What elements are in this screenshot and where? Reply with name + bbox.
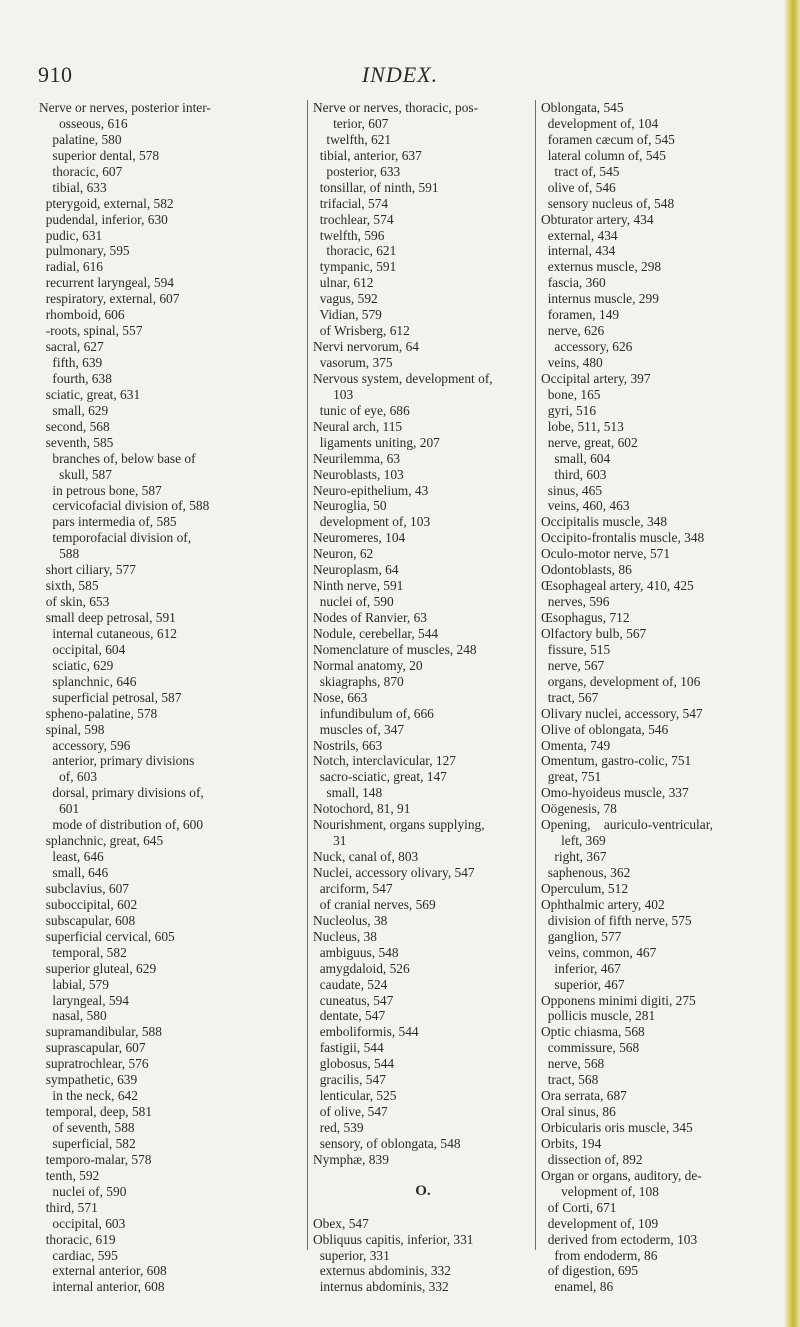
index-entry: nerve, 567: [541, 657, 605, 673]
index-entry: spheno-palatine, 578: [39, 705, 158, 721]
index-column-1: [39, 100, 307, 1295]
index-entry: external anterior, 608: [39, 1263, 167, 1279]
index-entry: pterygoid, external, 582: [39, 195, 174, 211]
index-entry: pollicis muscle, 281: [541, 1008, 656, 1024]
index-entry: recurrent laryngeal, 594: [39, 275, 174, 291]
index-entry: accessory, 596: [39, 737, 131, 753]
index-entry: great, 751: [541, 769, 602, 785]
index-entry: gyri, 516: [541, 402, 597, 418]
index-entry: Ophthalmic artery, 402: [541, 896, 665, 912]
section-letter: O.: [415, 1182, 431, 1199]
index-entry: superior, 467: [541, 976, 625, 992]
index-entry: nerve, great, 602: [541, 434, 638, 450]
index-entry: ulnar, 612: [313, 275, 374, 291]
index-entry: of olive, 547: [313, 1104, 388, 1120]
index-entry: least, 646: [39, 849, 104, 865]
index-entry: mode of distribution of, 600: [39, 817, 204, 833]
index-entry: short ciliary, 577: [39, 562, 136, 578]
index-entry: Nucleus, 38: [313, 928, 377, 944]
index-entry: of Wrisberg, 612: [313, 323, 410, 339]
index-entry: pulmonary, 595: [39, 243, 130, 259]
index-entry: ambiguus, 548: [313, 944, 399, 960]
index-entry: Optic chiasma, 568: [541, 1024, 645, 1040]
index-entry: pudendal, inferior, 630: [39, 211, 168, 227]
index-entry: 601: [39, 801, 80, 817]
index-entry: Notch, interclavicular, 127: [313, 753, 456, 769]
index-entry: veins, 480: [541, 355, 603, 370]
index-entry: Opponens minimi digiti, 275: [541, 992, 696, 1008]
index-entry: -roots, spinal, 557: [39, 323, 143, 339]
index-entry: Nerve or nerves, posterior inter-: [39, 100, 211, 115]
index-entry: subclavius, 607: [39, 880, 130, 896]
index-entry: Œsophageal artery, 410, 425: [541, 578, 694, 594]
index-entry: organs, development of, 106: [541, 673, 701, 689]
index-entry: internus abdominis, 332: [313, 1279, 449, 1295]
index-entry: internal, 434: [541, 243, 616, 259]
index-entry: supratrochlear, 576: [39, 1056, 149, 1072]
index-entry: Vidian, 579: [313, 307, 382, 323]
index-entry: accessory, 626: [541, 339, 633, 355]
index-entry: Nostrils, 663: [313, 737, 383, 753]
page-header: [0, 62, 800, 92]
index-entry: temporal, 582: [39, 944, 127, 960]
index-entry: of digestion, 695: [541, 1263, 639, 1279]
index-entry: lenticular, 525: [313, 1088, 397, 1104]
index-entry: small, 629: [39, 402, 109, 418]
index-entry: dissection of, 892: [541, 1151, 643, 1167]
index-entry: branches of, below base of: [39, 450, 196, 466]
index-entry: in petrous bone, 587: [39, 482, 162, 498]
index-entry: Oculo-motor nerve, 571: [541, 546, 671, 562]
index-entry: third, 571: [39, 1199, 98, 1215]
index-entry: dentate, 547: [313, 1008, 386, 1024]
index-entry: Omo-hyoideus muscle, 337: [541, 785, 689, 801]
index-entry: in the neck, 642: [39, 1088, 138, 1104]
index-entry: tibial, 633: [39, 179, 107, 195]
index-entry: trochlear, 574: [313, 211, 394, 227]
index-entry: Nuck, canal of, 803: [313, 849, 419, 865]
index-entry: veins, 460, 463: [541, 498, 630, 514]
index-entry: division of fifth nerve, 575: [541, 912, 692, 928]
index-entry: seventh, 585: [39, 434, 114, 450]
index-entry: spinal, 598: [39, 721, 105, 737]
index-entry: commissure, 568: [541, 1040, 640, 1056]
index-entry: Nose, 663: [313, 689, 368, 705]
index-entry: cuneatus, 547: [313, 992, 394, 1008]
index-entry: 103: [313, 386, 354, 402]
index-entry: Nomenclature of muscles, 248: [313, 641, 477, 657]
index-entry: veins, common, 467: [541, 944, 657, 960]
index-entry: Nucleolus, 38: [313, 912, 388, 928]
index-entry: bone, 165: [541, 386, 601, 402]
index-entry: Orbits, 194: [541, 1135, 602, 1151]
index-entry: Neuromeres, 104: [313, 530, 406, 546]
index-column-2: [313, 100, 533, 1295]
index-entry: posterior, 633: [313, 163, 401, 179]
index-entry: twelfth, 596: [313, 227, 385, 243]
index-entry: Operculum, 512: [541, 880, 629, 896]
index-entry: Nervi nervorum, 64: [313, 339, 419, 355]
index-entry: labial, 579: [39, 976, 109, 992]
index-entry: amygdaloid, 526: [313, 960, 410, 976]
index-entry: foramen cæcum of, 545: [541, 131, 675, 147]
index-entry: suprascapular, 607: [39, 1040, 146, 1056]
index-entry: temporo-malar, 578: [39, 1151, 152, 1167]
index-entry: suboccipital, 602: [39, 896, 138, 912]
index-entry: small, 646: [39, 865, 109, 880]
index-entry: occipital, 604: [39, 641, 126, 657]
index-entry: arciform, 547: [313, 880, 393, 896]
index-entry: superior gluteal, 629: [39, 960, 157, 976]
index-entry: fifth, 639: [39, 355, 103, 370]
index-entry: sensory nucleus of, 548: [541, 195, 675, 211]
index-entry: fastigii, 544: [313, 1040, 384, 1056]
column-divider: [307, 100, 308, 1250]
index-entry: development of, 109: [541, 1215, 659, 1231]
index-entry: nerve, 568: [541, 1056, 605, 1072]
index-entry: sciatic, 629: [39, 657, 114, 673]
index-entry: Omenta, 749: [541, 737, 611, 753]
index-entry: tract, 567: [541, 689, 599, 705]
index-entry: Ninth nerve, 591: [313, 578, 404, 594]
index-entry: Normal anatomy, 20: [313, 657, 423, 673]
index-entry: Odontoblasts, 86: [541, 562, 632, 578]
index-entry: lobe, 511, 513: [541, 418, 624, 434]
index-entry: externus muscle, 298: [541, 259, 662, 275]
index-entry: Neuron, 62: [313, 546, 374, 562]
index-entry: tonsillar, of ninth, 591: [313, 179, 439, 195]
index-entry: vasorum, 375: [313, 355, 393, 370]
index-column-3: [541, 100, 786, 1295]
index-entry: cervicofacial division of, 588: [39, 498, 210, 514]
index-entry: superior dental, 578: [39, 147, 160, 163]
index-entry: tract, 568: [541, 1072, 599, 1088]
index-entry: Olive of oblongata, 546: [541, 721, 669, 737]
index-entry: red, 539: [313, 1120, 364, 1135]
index-entry: from endoderm, 86: [541, 1247, 658, 1263]
index-entry: Œsophagus, 712: [541, 610, 630, 625]
index-entry: anterior, primary divisions: [39, 753, 195, 769]
index-entry: supramandibular, 588: [39, 1024, 162, 1040]
index-entry: vagus, 592: [313, 291, 378, 307]
index-entry: nuclei of, 590: [39, 1183, 127, 1199]
index-entry: Nodule, cerebellar, 544: [313, 625, 439, 641]
index-entry: derived from ectoderm, 103: [541, 1231, 698, 1247]
index-entry: Oral sinus, 86: [541, 1104, 616, 1120]
index-entry: Neurilemma, 63: [313, 450, 401, 466]
index-entry: infundibulum of, 666: [313, 705, 434, 721]
index-entry: of Corti, 671: [541, 1199, 617, 1215]
index-entry: development of, 104: [541, 115, 659, 131]
index-entry: gracilis, 547: [313, 1072, 386, 1088]
index-entry: [313, 1168, 533, 1184]
index-entry: Obex, 547: [313, 1215, 369, 1231]
index-entry: superficial petrosal, 587: [39, 689, 182, 705]
index-entry: tenth, 592: [39, 1167, 100, 1183]
index-entry: nerves, 596: [541, 594, 610, 610]
index-entry: Opening, auriculo-ventricular,: [541, 817, 713, 833]
index-entry: thoracic, 619: [39, 1231, 116, 1247]
index-entry: Neural arch, 115: [313, 418, 403, 434]
index-entry: Neuroplasm, 64: [313, 562, 399, 578]
index-entry: tunic of eye, 686: [313, 402, 410, 418]
index-entry: fourth, 638: [39, 370, 112, 386]
index-entry: Neuroblasts, 103: [313, 466, 404, 482]
index-entry: of cranial nerves, 569: [313, 896, 436, 912]
index-entry: externus abdominis, 332: [313, 1263, 451, 1279]
index-entry: fissure, 515: [541, 641, 611, 657]
index-entry: skull, 587: [39, 466, 112, 482]
index-entry: twelfth, 621: [313, 131, 392, 147]
index-entry: left, 369: [541, 833, 606, 849]
index-entry: of seventh, 588: [39, 1120, 135, 1135]
index-entry: second, 568: [39, 418, 110, 434]
index-entry: Ora serrata, 687: [541, 1088, 627, 1104]
index-entry: Organ or organs, auditory, de-: [541, 1167, 702, 1183]
index-entry: Nerve or nerves, thoracic, pos-: [313, 100, 479, 115]
index-entry: sciatic, great, 631: [39, 386, 141, 402]
index-entry: small, 148: [313, 785, 383, 801]
index-entry: thoracic, 621: [313, 243, 397, 259]
index-entry: terior, 607: [313, 115, 389, 131]
index-entry: occipital, 603: [39, 1215, 126, 1231]
index-entry: Obliquus capitis, inferior, 331: [313, 1231, 474, 1247]
index-entry: emboliformis, 544: [313, 1024, 419, 1040]
index-entry: osseous, 616: [39, 115, 128, 131]
index-entry: superior, 331: [313, 1247, 390, 1263]
index-entry: external, 434: [541, 227, 618, 243]
index-entry: Oögenesis, 78: [541, 801, 617, 817]
index-entry: internal anterior, 608: [39, 1279, 165, 1295]
index-entry: Oblongata, 545: [541, 100, 624, 115]
index-entry: ligaments uniting, 207: [313, 434, 440, 450]
index-entry: Obturator artery, 434: [541, 211, 654, 227]
index-entry: nasal, 580: [39, 1008, 107, 1024]
index-entry: foramen, 149: [541, 307, 620, 323]
index-entry: Neuroglia, 50: [313, 498, 387, 514]
index-entry: olive of, 546: [541, 179, 616, 195]
index-entry: splanchnic, great, 645: [39, 833, 164, 849]
index-entry: superficial cervical, 605: [39, 928, 175, 944]
index-entry: velopment of, 108: [541, 1183, 659, 1199]
index-entry: [313, 1200, 533, 1216]
page-edge: [784, 0, 800, 1327]
index-entry: sacro-sciatic, great, 147: [313, 769, 447, 785]
index-entry: ganglion, 577: [541, 928, 622, 944]
index-entry: inferior, 467: [541, 960, 621, 976]
index-entry: palatine, 580: [39, 131, 122, 147]
index-entry: development of, 103: [313, 514, 431, 530]
index-entry: sympathetic, 639: [39, 1072, 138, 1088]
index-entry: Olivary nuclei, accessory, 547: [541, 705, 703, 721]
index-entry: Neuro-epithelium, 43: [313, 482, 429, 498]
running-title: INDEX.: [361, 62, 439, 87]
index-entry: of, 603: [39, 769, 98, 785]
index-entry: subscapular, 608: [39, 912, 136, 928]
index-entry: trifacial, 574: [313, 195, 389, 211]
index-entry: small, 604: [541, 450, 611, 466]
index-entry: thoracic, 607: [39, 163, 123, 179]
index-entry: laryngeal, 594: [39, 992, 129, 1008]
index-entry: tract of, 545: [541, 163, 620, 179]
page-number: 910: [38, 62, 73, 87]
index-entry: Occipito-frontalis muscle, 348: [541, 530, 705, 546]
index-entry: Nourishment, organs supplying,: [313, 817, 485, 833]
index-entry: Omentum, gastro-colic, 751: [541, 753, 692, 769]
index-entry: of skin, 653: [39, 594, 110, 610]
index-entry: Nymphæ, 839: [313, 1151, 389, 1167]
index-entry: Nuclei, accessory olivary, 547: [313, 865, 475, 880]
index-entry: Nodes of Ranvier, 63: [313, 610, 428, 625]
index-entry: nuclei of, 590: [313, 594, 394, 610]
index-entry: superficial, 582: [39, 1135, 136, 1151]
index-entry: 588: [39, 546, 80, 562]
index-entry: Olfactory bulb, 567: [541, 625, 647, 641]
index-entry: internus muscle, 299: [541, 291, 659, 307]
index-entry: 31: [313, 833, 347, 849]
index-entry: sensory, of oblongata, 548: [313, 1135, 461, 1151]
index-entry: skiagraphs, 870: [313, 673, 404, 689]
index-entry: dorsal, primary divisions of,: [39, 785, 204, 801]
index-entry: splanchnic, 646: [39, 673, 137, 689]
index-entry: pudic, 631: [39, 227, 103, 243]
index-entry: tympanic, 591: [313, 259, 397, 275]
index-entry: Occipitalis muscle, 348: [541, 514, 668, 530]
index-entry: globosus, 544: [313, 1056, 395, 1072]
index-entry: enamel, 86: [541, 1279, 614, 1295]
index-entry: nerve, 626: [541, 323, 605, 339]
index-entry: radial, 616: [39, 259, 103, 275]
index-entry: pars intermedia of, 585: [39, 514, 177, 530]
index-entry: saphenous, 362: [541, 865, 631, 880]
column-divider: [535, 100, 536, 1250]
index-entry: caudate, 524: [313, 976, 388, 992]
index-entry: sacral, 627: [39, 339, 104, 355]
index-entry: respiratory, external, 607: [39, 291, 180, 307]
index-entry: Occipital artery, 397: [541, 370, 651, 386]
index-entry: small deep petrosal, 591: [39, 610, 176, 625]
index-entry: internal cutaneous, 612: [39, 625, 177, 641]
index-entry: temporal, deep, 581: [39, 1104, 153, 1120]
index-entry: tibial, anterior, 637: [313, 147, 422, 163]
index-entry: lateral column of, 545: [541, 147, 666, 163]
index-entry: sixth, 585: [39, 578, 99, 594]
index-entry: muscles of, 347: [313, 721, 405, 737]
index-entry: Orbicularis oris muscle, 345: [541, 1120, 693, 1135]
index-entry: third, 603: [541, 466, 607, 482]
index-entry: Notochord, 81, 91: [313, 801, 411, 817]
index-entry: sinus, 465: [541, 482, 603, 498]
index-entry: right, 367: [541, 849, 607, 865]
index-entry: fascia, 360: [541, 275, 606, 291]
index-entry: rhomboid, 606: [39, 307, 125, 323]
index-entry: Nervous system, development of,: [313, 370, 493, 386]
index-entry: temporofacial division of,: [39, 530, 192, 546]
index-entry: cardiac, 595: [39, 1247, 118, 1263]
